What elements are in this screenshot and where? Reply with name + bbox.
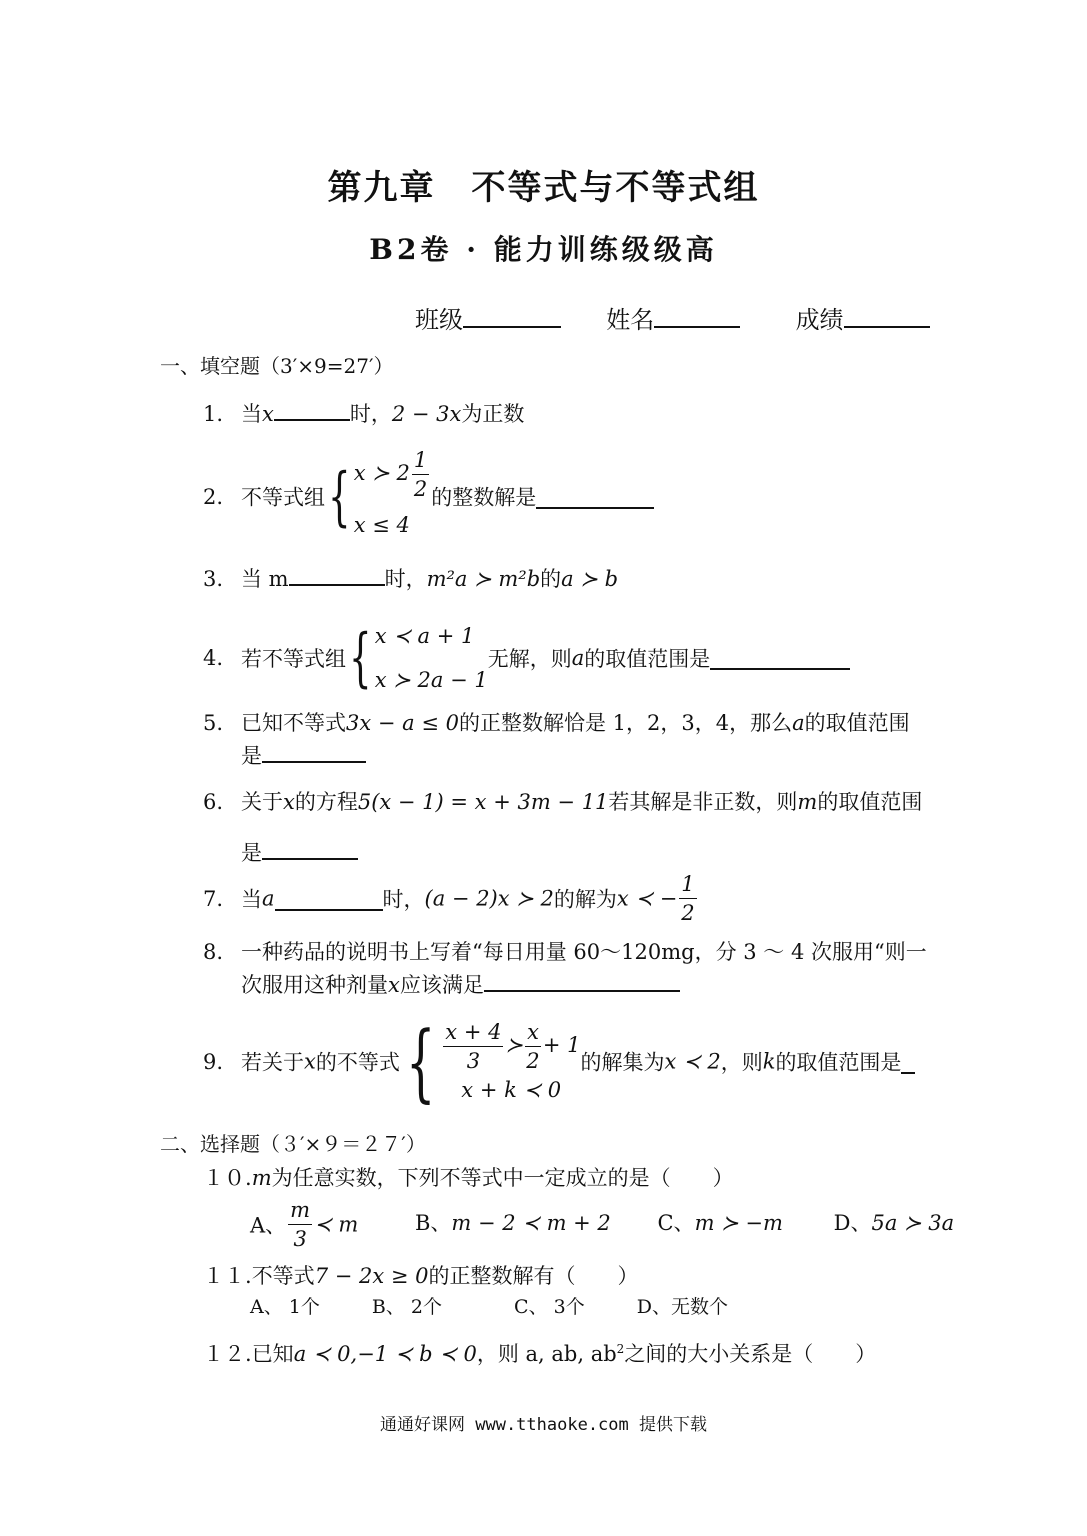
question-11-options xyxy=(250,1292,728,1319)
page-subtitle: B2卷 · 能力训练级级高 xyxy=(369,233,718,266)
answer-blank-9 xyxy=(901,1050,915,1074)
answer-blank-6 xyxy=(262,836,358,860)
answer-blank-8 xyxy=(484,968,680,992)
answer-blank-2 xyxy=(536,485,654,509)
question-12: １２.已知a ≺ 0,−1 ≺ b ≺ 0，则 a, ab, $ab^2$之间的大小关系是（ ） xyxy=(203,1342,877,1366)
option-c: C、 3个 xyxy=(514,1296,585,1318)
name-label: 姓名 xyxy=(606,306,655,334)
answer-blank-1 xyxy=(274,397,350,421)
name-blank xyxy=(654,304,740,328)
inequality-system: x ≻ 2 $\frac{1}{2}$ x ≤ 4 xyxy=(353,448,428,537)
question-8: 8. 一种药品的说明书上写着“每日用量 60～120mg，分 3 ～ 4 次服用“则一 xyxy=(203,940,927,964)
left-brace: { xyxy=(405,1012,436,1111)
section-choice-heading: 二、选择题（３′×９＝２７′） xyxy=(160,1132,426,1156)
question-5: 5. 已知不等式3x − a ≤ 0的正整数解恰是 1，2，3，4，那么a的取值范围 xyxy=(203,711,910,735)
option-d: D、无数个 xyxy=(636,1296,728,1318)
score-blank xyxy=(844,304,930,328)
question-10-options xyxy=(250,1196,954,1253)
option-d: D、5a ≻ 3a xyxy=(833,1211,955,1235)
question-4: 4. 若不等式组{ x ≺ a + 1 x ≻ 2a − 1 无解，则a的取值范围是 xyxy=(203,614,850,702)
answer-blank-4 xyxy=(710,646,850,670)
left-brace: { xyxy=(349,621,372,695)
question-9: 9. 若关于x的不等式{ $\frac{x + 4}{3}$ ≻ $\frac{x}{2}$ + 1 x + k ≺ 0 的解集为x ≺ 2，则k的取值范围是 xyxy=(203,1018,915,1105)
question-6: 6. 关于x的方程5(x − 1) = x + 3m − 11若其解是非正数，则m的取值范围 xyxy=(203,790,923,814)
left-brace: { xyxy=(328,459,351,534)
question-5-line-2: 是 xyxy=(241,739,366,770)
page-footer: 通通好课网 www.tthaoke.com 提供下载 xyxy=(380,1415,707,1435)
option-a: A、 1个 xyxy=(250,1296,320,1318)
question-1: 1. 当x 时，2 − 3x为正数 xyxy=(203,397,524,428)
answer-blank-5 xyxy=(262,739,366,763)
answer-blank-7 xyxy=(275,887,383,911)
question-6-line-2: 是 xyxy=(241,836,358,867)
class-label: 班级 xyxy=(415,306,463,334)
question-11: １１.不等式7 − 2x ≥ 0的正整数解有（ ） xyxy=(203,1264,639,1288)
class-blank xyxy=(463,304,561,328)
section-fill-in-heading: 一、填空题（3′×9=27′） xyxy=(160,354,394,378)
student-info xyxy=(415,300,930,335)
option-b: B、m − 2 ≺ m + 2 xyxy=(414,1211,611,1235)
answer-blank-3 xyxy=(289,562,385,586)
question-10: １０.m为任意实数，下列不等式中一定成立的是（ ） xyxy=(203,1166,734,1190)
question-8-line-2: 次服用这种剂量x应该满足 xyxy=(241,968,680,999)
inequality-system: x ≺ a + 1 x ≻ 2a − 1 xyxy=(374,624,488,692)
question-3: 3. 当 m 时，m²a ≻ m²b的a ≻ b xyxy=(203,562,618,593)
score-label: 成绩 xyxy=(795,306,844,334)
question-2: 2. 不等式组{ x ≻ 2 $\frac{1}{2}$ x ≤ 4 的整数解是 xyxy=(203,446,654,547)
page-title: 第九章 不等式与不等式组 xyxy=(327,168,760,208)
option-b: B、 2个 xyxy=(371,1296,442,1318)
option-a: A、 $\frac{m}{3}$ ≺ m xyxy=(250,1198,359,1251)
question-7: 7. 当a 时，(a − 2)x ≻ 2的解为x ≺ − $\frac{1}{2}$ xyxy=(203,872,695,925)
option-c: C、m ≻ −m xyxy=(657,1211,783,1235)
inequality-system: $\frac{x + 4}{3}$ ≻ $\frac{x}{2}$ + 1 x + k ≺ 0 xyxy=(445,1020,581,1102)
